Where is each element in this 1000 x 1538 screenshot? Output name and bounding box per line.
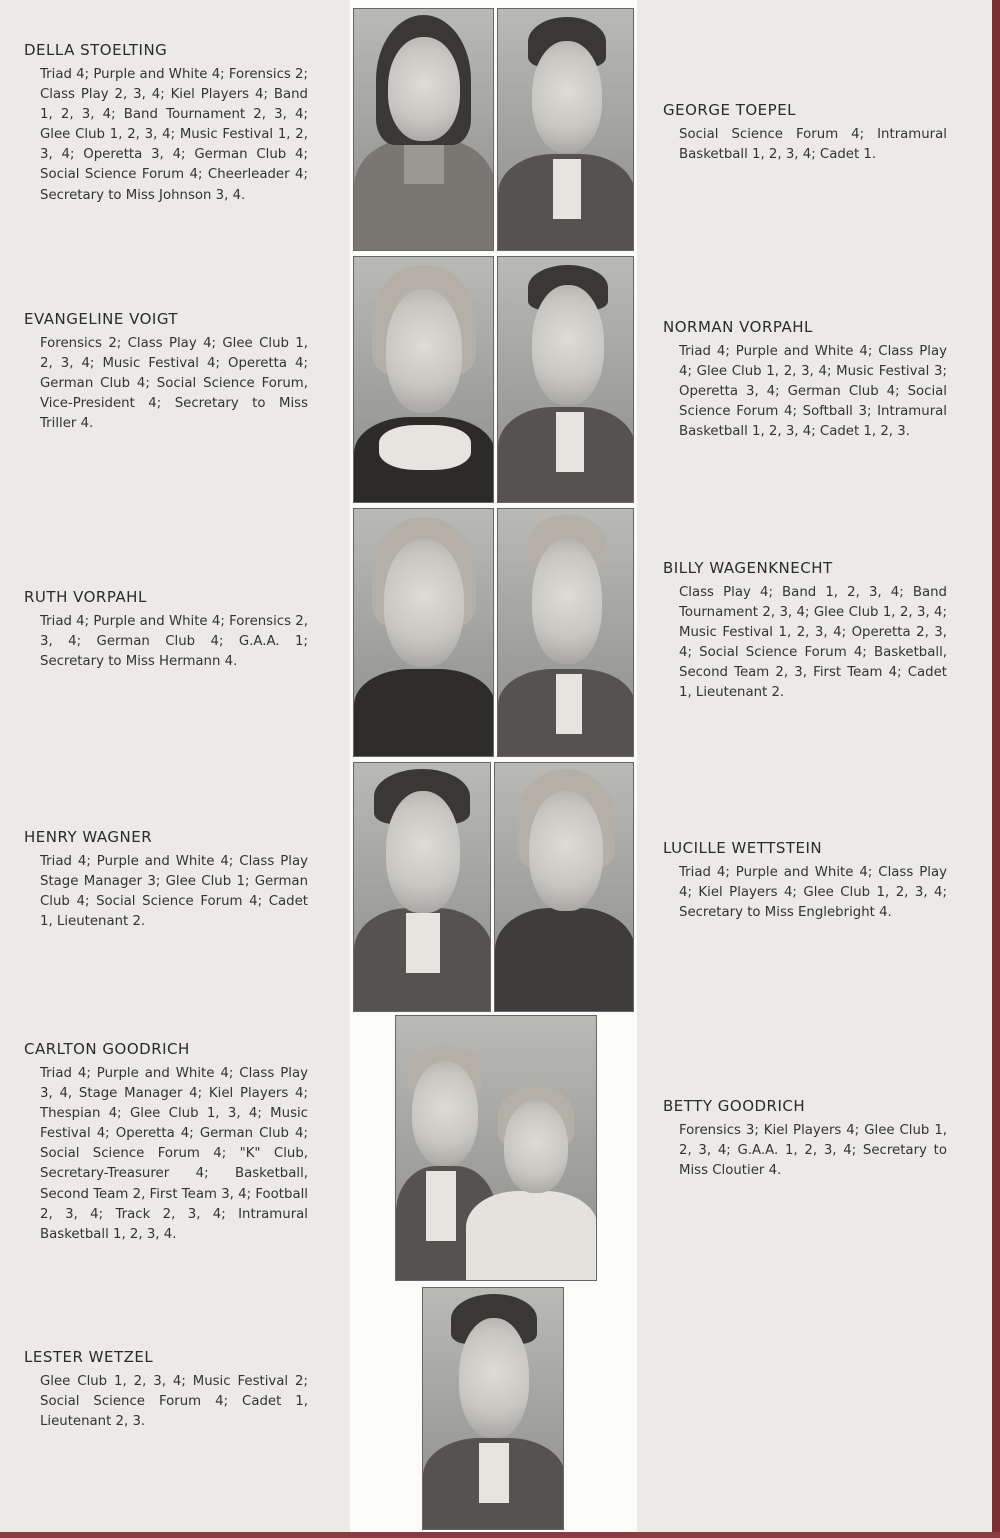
entry-lester-wetzel [24,1348,308,1432]
entry-henry-wagner [24,828,308,932]
student-activities: Triad 4; Purple and White 4; Class Play 3, 4, Stage Manager 4; Kiel Players 4; Thespian 4; Glee Club 1, 3, 4; Music Festival 4; Operetta 4; German Club 4; Social Science Forum 4; "K" Club, Secretary-Treasurer 4; Basketball, Second Team 2, First Team 3, 4; Football 2, 3, 4; Track 2, 3, 4; Intramural Basketball 1, 2, 3, 4. [40,1066,308,1242]
student-name: BILLY WAGENKNECHT [663,559,833,577]
portrait-lester-wetzel [422,1287,564,1530]
student-activities: Triad 4; Purple and White 4; Class Play 4; Kiel Players 4; Glee Club 1, 2, 3, 4; Secretary to Miss Englebright 4. [679,865,947,921]
entry-lucille-wettstein [663,839,947,923]
entry-george-toepel [663,101,947,165]
student-activities: Glee Club 1, 2, 3, 4; Music Festival 2; Social Science Forum 4; Cadet 1, Lieutenant 2, 3. [40,1374,308,1430]
book-binding-edge [992,0,1000,1538]
portrait-henry-wagner [353,762,491,1012]
student-name: RUTH VORPAHL [24,588,147,606]
book-cover-bottom-edge [0,1532,1000,1538]
student-activities: Triad 4; Purple and White 4; Class Play 4; Glee Club 1, 2, 3, 4; Music Festival 3; Operetta 3, 4; German Club 4; Social Science Forum 4; Softball 3; Intramural Basketball 1, 2, 3, 4; Cadet 1, 2, 3. [679,344,947,440]
portrait-carlton-and-betty-goodrich [395,1015,597,1281]
portrait-billy-wagenknecht [497,508,634,757]
entry-carlton-goodrich [24,1040,308,1245]
entry-billy-wagenknecht [663,559,947,704]
portrait-evangeline-voigt [353,256,494,503]
student-activities: Social Science Forum 4; Intramural Basketball 1, 2, 3, 4; Cadet 1. [679,127,947,163]
student-name: EVANGELINE VOIGT [24,310,179,328]
student-name: DELLA STOELTING [24,41,168,59]
student-activities: Triad 4; Purple and White 4; Class Play Stage Manager 3; Glee Club 1; German Club 4; Social Science Forum 4; Cadet 1, Lieutenant 2. [40,854,308,930]
student-name: HENRY WAGNER [24,828,153,846]
entry-norman-vorpahl [663,318,947,442]
portrait-george-toepel [497,8,634,251]
student-activities: Forensics 3; Kiel Players 4; Glee Club 1, 2, 3, 4; G.A.A. 1, 2, 3, 4; Secretary to Miss Cloutier 4. [679,1123,947,1179]
student-activities: Forensics 2; Class Play 4; Glee Club 1, 2, 3, 4; Music Festival 4; Operetta 4; German Club 4; Social Science Forum, Vice-President 4; Secretary to Miss Triller 4. [40,336,308,432]
student-name: NORMAN VORPAHL [663,318,813,336]
portrait-lucille-wettstein [494,762,634,1012]
entry-della-stoelting [24,41,308,206]
entry-betty-goodrich [663,1097,947,1181]
entry-evangeline-voigt [24,310,308,434]
portrait-strip [350,0,637,1538]
portrait-ruth-vorpahl [353,508,494,757]
student-activities: Triad 4; Purple and White 4; Forensics 2, 3, 4; German Club 4; G.A.A. 1; Secretary to Miss Hermann 4. [40,614,308,670]
student-name: CARLTON GOODRICH [24,1040,190,1058]
student-name: GEORGE TOEPEL [663,101,797,119]
portrait-norman-vorpahl [497,256,634,503]
student-name: LUCILLE WETTSTEIN [663,839,823,857]
student-activities: Class Play 4; Band 1, 2, 3, 4; Band Tournament 2, 3, 4; Glee Club 1, 2, 3, 4; Music Festival 1, 2, 3, 4; Operetta 2, 3, 4; Social Science Forum 4; Basketball, Second Team 2, 3, First Team 4; Cadet 1, Lieutenant 2. [679,585,947,701]
student-name: LESTER WETZEL [24,1348,154,1366]
entry-ruth-vorpahl [24,588,308,672]
student-activities: Triad 4; Purple and White 4; Forensics 2; Class Play 2, 3, 4; Kiel Players 4; Band 1, 2, 3, 4; Band Tournament 2, 3, 4; Glee Club 1, 2, 3, 4; Music Festival 1, 2, 3, 4; Operetta 3, 4; German Club 4; Social Science Forum 4; Cheerleader 4; Secretary to Miss Johnson 3, 4. [40,67,308,203]
portrait-della-stoelting [353,8,494,251]
student-name: BETTY GOODRICH [663,1097,806,1115]
